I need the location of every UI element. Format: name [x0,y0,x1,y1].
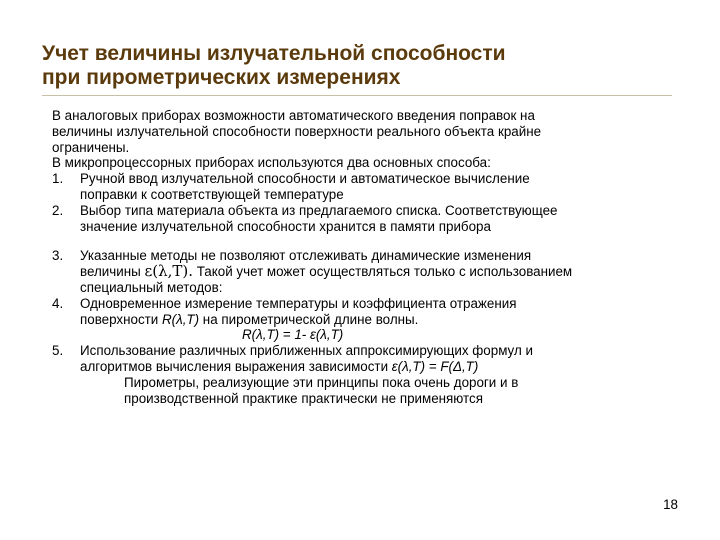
text-segment: величины [80,264,145,280]
title-divider [42,95,672,96]
list-number: 2. [52,202,64,218]
list-item-1 [52,171,692,203]
slide-title-line-1: Учет величины излучательной способности [42,42,506,65]
text-line [80,264,692,280]
note-line: Пирометры, реализующие эти принципы пока очень дороги и в [124,374,519,390]
text-line [80,312,692,328]
list-number: 5. [52,343,64,359]
paragraph-microprocessor [52,155,692,171]
text-line: величины излучательной способности поверхности реального объекта крайне [52,123,542,139]
slide-title [42,42,682,90]
text-segment: поверхности [80,311,162,327]
text-line: В аналоговых приборах возможности автоматического введения поправок на [52,108,535,123]
list-number: 4. [52,295,64,311]
list-item-2 [52,203,692,235]
text-line: поправки к соответствующей температуре [80,186,344,202]
dependency-formula: ε(λ,T) = F(Δ,T) [391,358,479,374]
reflectance-formula: R(λ,T) = 1- ε(λ,T) [242,327,344,343]
spacer [52,234,692,248]
page-number: 18 [663,497,678,512]
note-line: производственной практике практически не применяются [124,390,483,406]
emissivity-symbol: ε(λ,T). [144,262,193,281]
text-segment: на пирометрической длине волны. [199,311,419,327]
text-line: Использование различных приближенных аппроксимирующих формул и [80,343,533,359]
text-line: Выбор типа материала объекта из предлагаемого списка. Соответствующее [80,202,558,218]
paragraph-analog [52,108,692,155]
text-line: В микропроцессорных приборах используются два основных способа: [52,155,491,171]
list-item-3 [52,248,692,295]
list-item-4 [52,296,692,328]
text-segment: алгоритмов вычисления выражения зависимости [80,358,392,374]
text-line [80,359,692,375]
text-segment: Такой учет может осуществляться только с использованием [193,264,573,280]
list-number: 3. [52,248,64,264]
reflectance-symbol: R(λ,T) [161,311,200,327]
text-line: Одновременное измерение температуры и коэффициента отражения [80,295,517,311]
text-line: Указанные методы не позволяют отслеживать динамические изменения [80,248,532,264]
slide-title-line-2: при пирометрических измерениях [42,66,401,89]
text-line: Ручной ввод излучательной способности и автоматическое вычисление [80,171,530,187]
slide-body [52,108,692,406]
text-line: специальный методов: [80,279,223,295]
list-number: 1. [52,171,64,187]
text-line: ограничены. [52,139,130,155]
text-line: значение излучательной способности хранится в памяти прибора [80,218,491,234]
list-item-5 [52,343,692,375]
